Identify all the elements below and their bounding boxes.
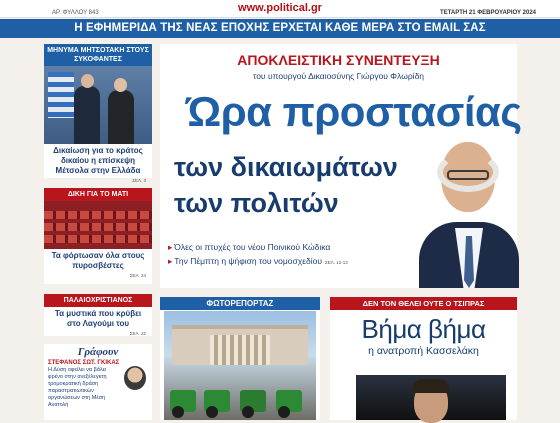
kasselakis-tag: ΔΕΝ ΤΟΝ ΘΕΛΕΙ ΟΥΤΕ Ο ΤΣΙΠΡΑΣ (330, 297, 517, 310)
kasselakis-story[interactable] (330, 297, 517, 420)
issue-number: ΑΡ. ΦΥΛΛΟΥ 843 (52, 10, 99, 16)
opinion-author: ΣΤΕΦΑΝΟΣ ΣΩΤ. ΓΚΙΚΑΣ (48, 360, 120, 366)
opinion-heading: Γράφουν (77, 346, 119, 358)
site-url[interactable]: www.political.gr (238, 2, 322, 14)
email-banner-text: Η ΕΦΗΜΕΡΙΔΑ ΤΗΣ ΝΕΑΣ ΕΠΟΧΗΣ ΕΡΧΕΤΑΙ ΚΑΘΕ ΜΕΡΑ ΣΤΟ EMAIL ΣΑΣ (74, 22, 486, 34)
headline-line-2: των δικαιωμάτων (174, 152, 398, 182)
lead-interview[interactable] (160, 44, 522, 288)
author-avatar (124, 366, 146, 390)
left-story-tag: ΔΙΚΗ ΓΙΑ ΤΟ ΜΑΤΙ (44, 188, 152, 201)
kasselakis-headline: Βήμα βήμα (361, 314, 486, 344)
page-ref: ΣΕΛ. 3 (132, 178, 146, 183)
interview-title: ΑΠΟΚΛΕΙΣΤΙΚΗ ΣΥΝΕΝΤΕΥΞΗ (237, 52, 440, 68)
bullet-item: ▸ Όλες οι πτυχές του νέου Ποινικού Κώδικα (168, 242, 330, 253)
masthead-bar (0, 0, 560, 18)
opinion-text: Η Δύση οφείλει να βάλει φρένο στην ανεξέλεγκτη τρομοκρατική δράση παραστρατιωτικών οργανώσεων στη Μέση Ανατολή (48, 367, 107, 408)
left-story-palaiochristianos[interactable] (44, 294, 152, 336)
opinion-column[interactable] (44, 344, 152, 420)
courtroom-photo (44, 201, 152, 249)
photo-report-tag: ΦΩΤΟΡΕΠΟΡΤΑΖ (160, 297, 320, 310)
page-ref: ΣΕΛ. 12-13 (325, 260, 348, 265)
left-story-caption: Τα φόρτωσαν όλα στους πυροσβέστες (51, 251, 145, 270)
left-story-tag: ΜΗΝΥΜΑ ΜΗΤΣΟΤΑΚΗ ΣΤΟΥΣ ΣΥΚΟΦΑΝΤΕΣ (44, 44, 152, 66)
left-story-mitsotakis[interactable] (44, 44, 152, 183)
left-story-mati[interactable] (44, 188, 152, 284)
left-story-tag: ΠΑΛΑΙΟΧΡΙΣΤΙΑΝΟΣ (44, 294, 152, 307)
headline-line-3: των πολιτών (174, 188, 339, 218)
photo-report[interactable] (160, 297, 320, 420)
left-story-caption: Δικαίωση για το κράτος δικαίου η επίσκεψη Μέτσολα στην Ελλάδα (53, 146, 143, 175)
interview-subtitle: του υπουργού Δικαιοσύνης Γιώργου Φλωρίδη (252, 71, 425, 81)
issue-date: ΤΕΤΑΡΤΗ 21 ΦΕΒΡΟΥΑΡΙΟΥ 2024 (440, 10, 536, 16)
page-ref: ΣΕΛ. 24 (129, 273, 146, 278)
kasselakis-photo (356, 375, 506, 420)
email-banner (0, 19, 560, 38)
bullet-item: ▸ Την Πέμπτη η ψήφιση του νομοσχεδίου ΣΕΛ. 12-13 (168, 256, 348, 267)
page-ref: ΣΕΛ. 22 (129, 331, 146, 336)
parliament-tractors-photo (164, 311, 316, 420)
kasselakis-subheadline: η ανατροπή Κασσελάκη (368, 345, 479, 357)
left-story-caption: Τα μυστικά που κρύβει στο Λαγούμι του (54, 309, 142, 328)
minister-portrait (405, 126, 517, 288)
headline-line-1: Ώρα προστασίας (186, 88, 522, 135)
meeting-photo (44, 66, 152, 144)
